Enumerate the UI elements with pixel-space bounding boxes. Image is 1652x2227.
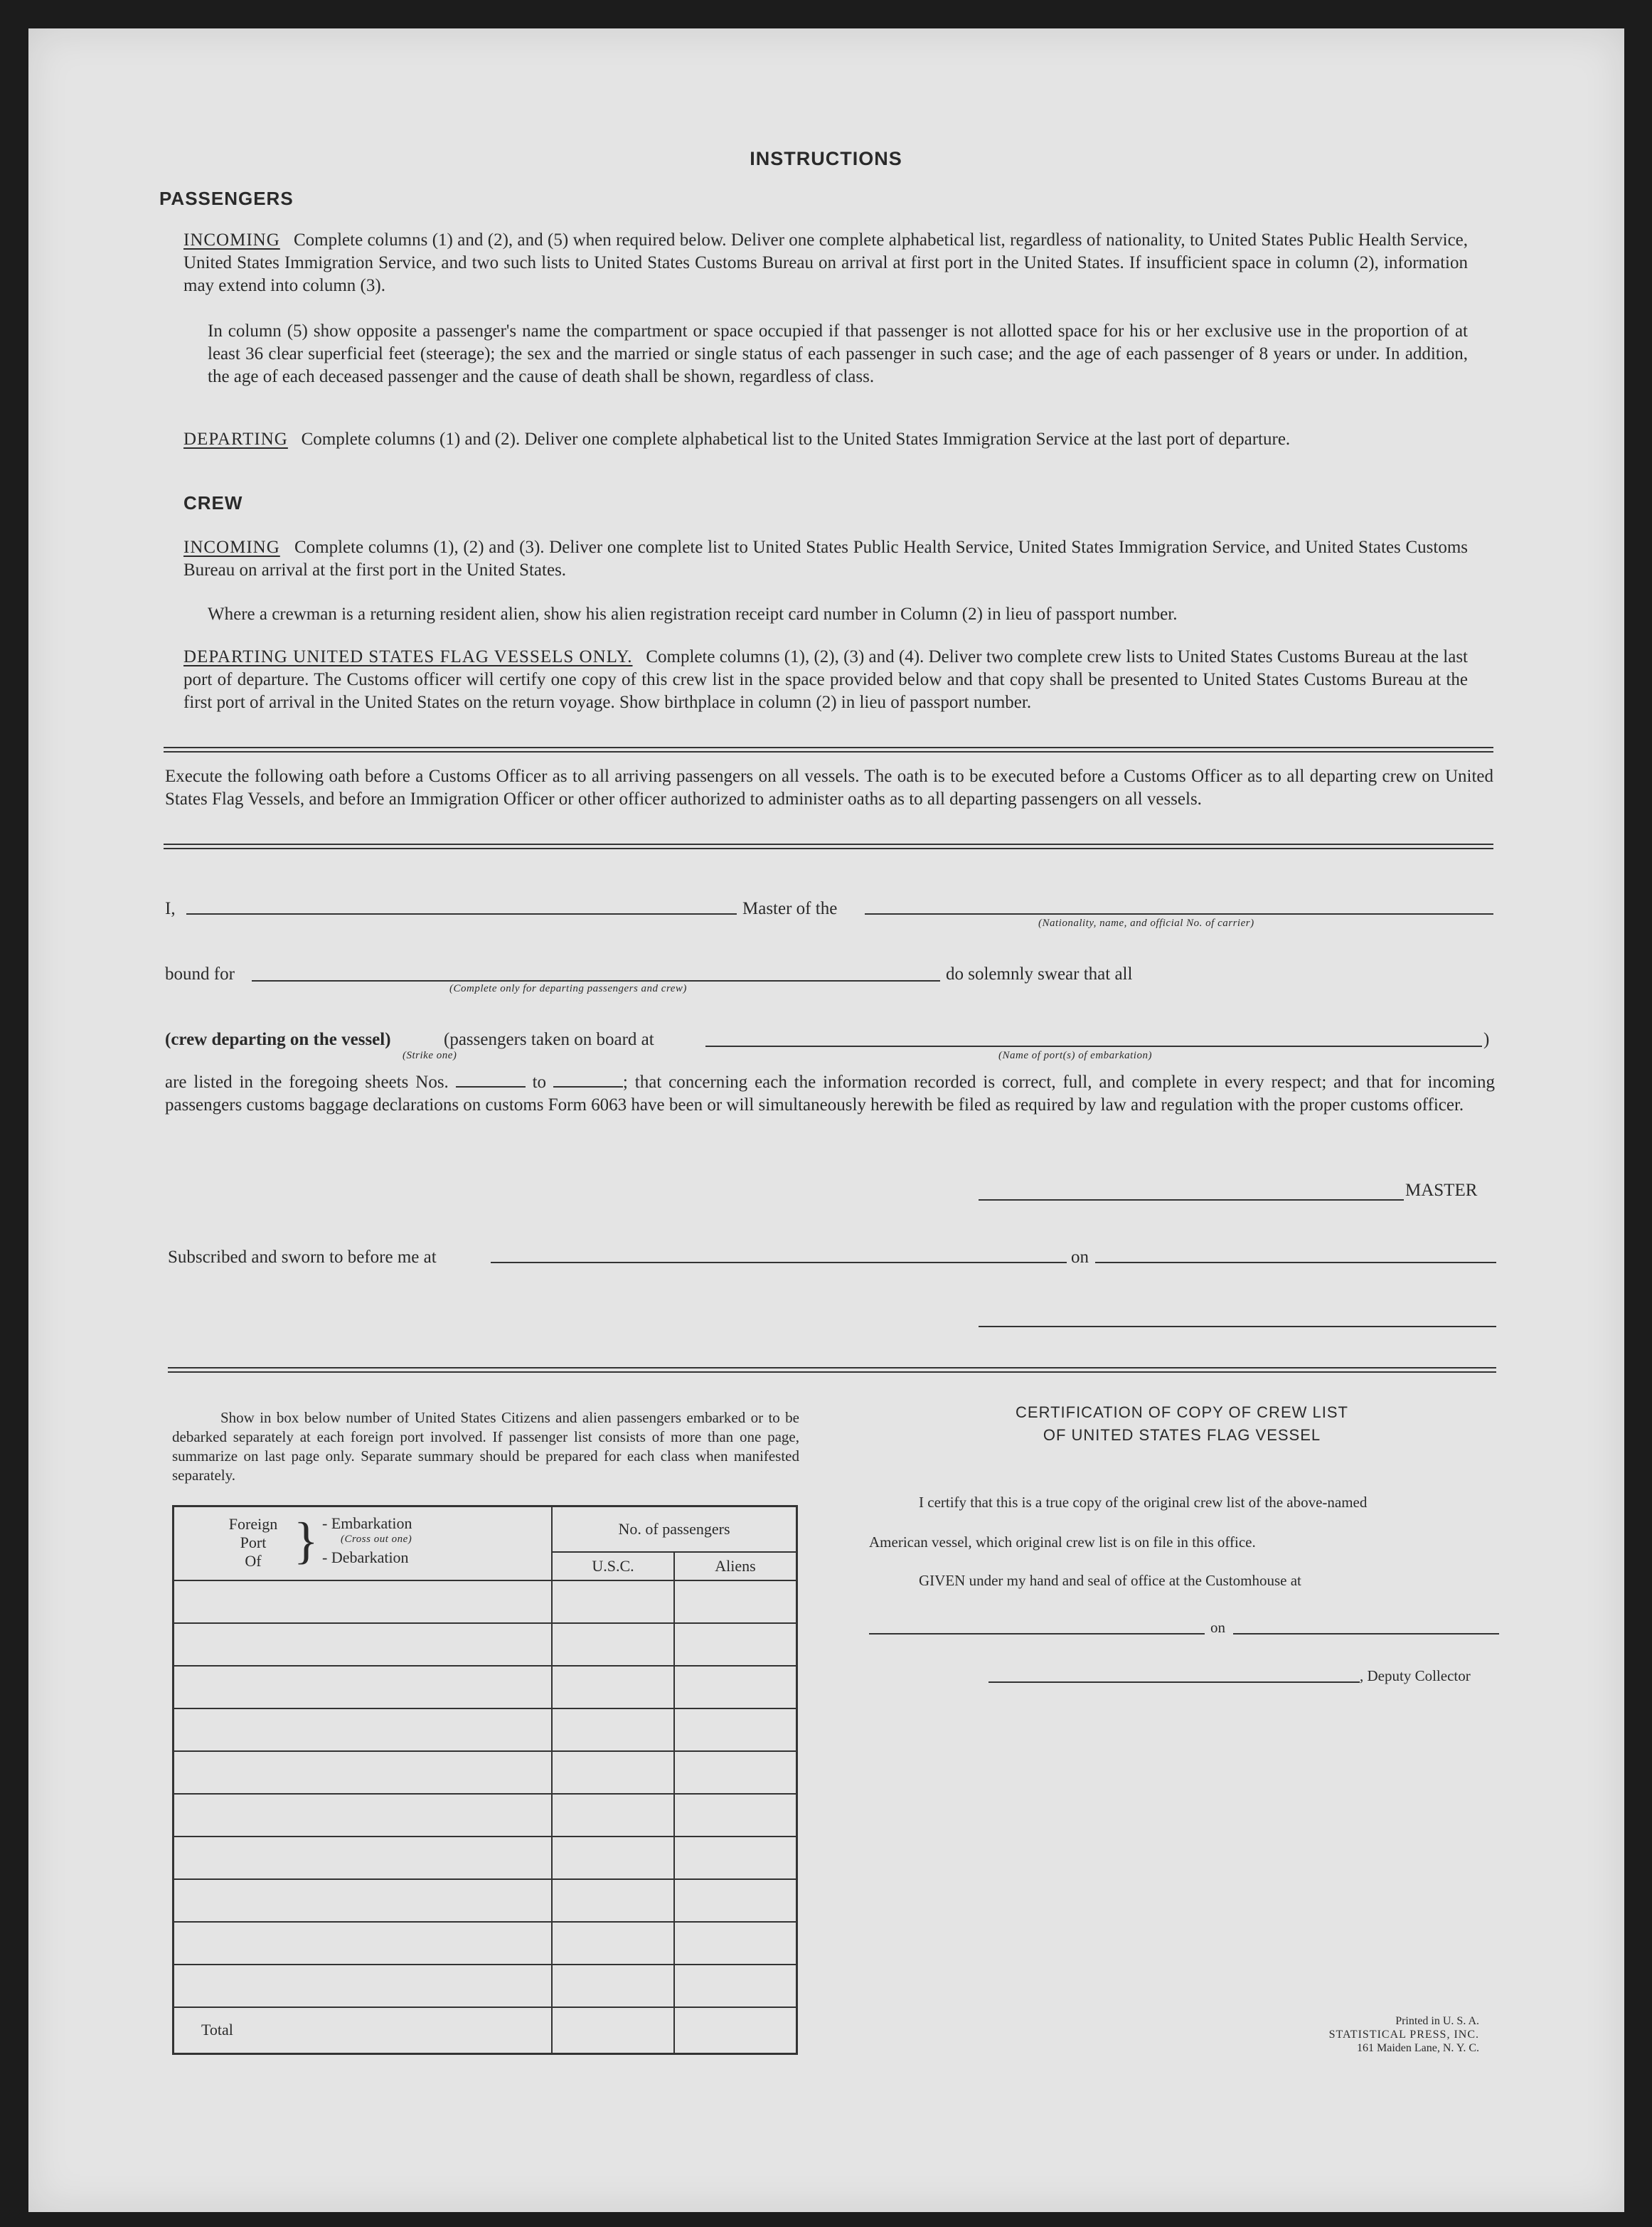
cross-out-caption: (Cross out one) <box>341 1533 412 1545</box>
passengers-departing-text: Complete columns (1) and (2). Deliver one complete alphabetical list to the United States Immigration Service at the last port of departure. <box>301 430 1291 449</box>
double-rule <box>164 747 1493 753</box>
crew-departing-label: DEPARTING UNITED STATES FLAG VESSELS ONLY. <box>183 647 633 666</box>
master-label: MASTER <box>1405 1181 1478 1200</box>
embarkation-option[interactable]: - Embarkation <box>322 1514 412 1532</box>
master-of-the-label: Master of the <box>742 899 838 918</box>
customhouse-field[interactable] <box>869 1633 1205 1635</box>
certify-line2: American vessel, which original crew list is on file in this office. <box>869 1534 1256 1551</box>
passengers-incoming-paragraph <box>183 229 1468 297</box>
bound-for-label: bound for <box>165 964 235 984</box>
table-row[interactable] <box>174 1708 797 1751</box>
table-row[interactable] <box>174 1666 797 1708</box>
crew-incoming-paragraph <box>183 536 1468 582</box>
oath-i-label: I, <box>165 899 176 918</box>
sheets-prefix: are listed in the foregoing sheets Nos. <box>165 1073 449 1092</box>
of-label: Of <box>245 1551 262 1570</box>
sheet-from-field[interactable] <box>456 1086 526 1088</box>
crew-departing-text: Complete columns (1), (2), (3) and (4). Deliver two complete crew lists to United States Customs Bureau at the last port of departure. The Customs officer will certify one copy of this crew list in the space provided below and that copy shall be presented to United States Customs Bureau at the first port of arrival in the United States on the return voyage. Show birthplace in column (2) in lieu of passport number. <box>183 647 1468 712</box>
total-usc-cell[interactable] <box>552 2007 674 2054</box>
certification-title-line1: CERTIFICATION OF COPY OF CREW LIST <box>1016 1403 1348 1421</box>
passengers-departing-label: DEPARTING <box>183 430 288 449</box>
table-row[interactable] <box>174 1837 797 1879</box>
strike-one-caption: (Strike one) <box>403 1050 457 1061</box>
crew-departing-paragraph <box>183 646 1468 714</box>
table-header-row <box>174 1506 797 1552</box>
crew-incoming-text: Complete columns (1), (2) and (3). Deliver one complete list to United States Public Health Service, United States Immigration Service, and United States Customs Bureau on arrival at the first port in the United States. <box>183 538 1469 580</box>
deputy-collector-label: , Deputy Collector <box>1360 1667 1471 1684</box>
sheets-suffix: ; that concerning each the information recorded is correct, full, and complete in every respect; and that for incoming passengers customs baggage declarations on customs Form 6063 have been or will simultaneously herewith be filed as required by law and regulation with the proper customs officer. <box>165 1073 1495 1115</box>
printer-line2: STATISTICAL PRESS, INC. <box>1328 2029 1479 2041</box>
port-label: Port <box>240 1533 267 1551</box>
total-label: Total <box>174 2007 553 2054</box>
printer-imprint <box>1266 2014 1479 2055</box>
brace-icon: } <box>294 1511 319 1569</box>
certification-title-line2: OF UNITED STATES FLAG VESSEL <box>1043 1426 1321 1444</box>
cert-date-field[interactable] <box>1233 1633 1499 1635</box>
embarkation-port-field[interactable] <box>705 1046 1482 1047</box>
sworn-date-field[interactable] <box>1095 1262 1496 1263</box>
master-signature-field[interactable] <box>979 1199 1404 1201</box>
officer-signature-field[interactable] <box>979 1326 1496 1327</box>
sheets-paragraph <box>165 1071 1495 1117</box>
subscribed-label: Subscribed and sworn to before me at <box>168 1248 437 1267</box>
printer-line1: Printed in U. S. A. <box>1395 2015 1479 2027</box>
deputy-signature-field[interactable] <box>988 1681 1360 1683</box>
table-row[interactable] <box>174 1965 797 2007</box>
bound-for-caption: (Complete only for departing passengers and crew) <box>449 983 687 994</box>
usc-header: U.S.C. <box>552 1552 674 1580</box>
carrier-field[interactable] <box>865 913 1493 915</box>
foreign-label: Foreign <box>228 1514 278 1533</box>
cert-on-label: on <box>1210 1619 1225 1636</box>
bound-for-field[interactable] <box>252 980 940 982</box>
table-row[interactable] <box>174 1580 797 1623</box>
passengers-column5-paragraph: In column (5) show opposite a passenger's name the compartment or space occupied if that passenger is not allotted space for his or her exclusive use in the proportion of at least 36 clear superficial feet (steerage); the sex and the married or single status of each passenger in such case; and the age of each passenger of 8 years or under. In addition, the age of each deceased passenger and the cause of death shall be shown, regardless of class. <box>208 321 1468 386</box>
crew-incoming-label: INCOMING <box>183 538 280 557</box>
crew-departing-option <box>165 1029 391 1051</box>
carrier-caption: (Nationality, name, and official No. of carrier) <box>1038 918 1254 929</box>
passengers-incoming-label: INCOMING <box>183 230 280 250</box>
master-name-field[interactable] <box>186 913 737 915</box>
foreign-port-header <box>174 1506 553 1580</box>
double-rule <box>164 844 1493 849</box>
table-row[interactable] <box>174 1751 797 1794</box>
printer-line3: 161 Maiden Lane, N. Y. C. <box>1357 2042 1479 2054</box>
total-row[interactable] <box>174 2007 797 2054</box>
embarkation-caption: (Name of port(s) of embarkation) <box>998 1050 1152 1061</box>
table-row[interactable] <box>174 1922 797 1965</box>
certify-line1: I certify that this is a true copy of the original crew list of the above-named <box>919 1494 1368 1511</box>
table-row[interactable] <box>174 1623 797 1666</box>
table-row[interactable] <box>174 1794 797 1837</box>
debarkation-option[interactable]: - Debarkation <box>322 1548 409 1566</box>
double-rule <box>168 1367 1496 1373</box>
sworn-on-label: on <box>1071 1248 1089 1267</box>
crew-departing-text: (crew departing on the vessel) <box>165 1030 391 1049</box>
given-line: GIVEN under my hand and seal of office at the Customhouse at <box>919 1572 1301 1589</box>
passenger-summary-table <box>172 1505 798 2055</box>
passengers-taken-text: (passengers taken on board at <box>444 1030 654 1049</box>
table-row[interactable] <box>174 1879 797 1922</box>
sheet-to-field[interactable] <box>553 1086 623 1088</box>
sheets-to-label: to <box>532 1073 547 1092</box>
passengers-departing-paragraph <box>183 428 1468 451</box>
instructions-title: INSTRUCTIONS <box>750 148 902 169</box>
passengers-incoming-text: Complete columns (1) and (2), and (5) when required below. Deliver one complete alphabetical list, regardless of nationality, to United States Public Health Service, United States Immigration Service, and two such lists to United States Customs Bureau on arrival at first port in the United States. If insufficient space in column (2), information may extend into column (3). <box>183 230 1469 295</box>
passengers-heading: PASSENGERS <box>159 188 294 209</box>
close-paren: ) <box>1483 1030 1490 1049</box>
total-aliens-cell[interactable] <box>674 2007 797 2054</box>
swear-text: do solemnly swear that all <box>946 964 1133 984</box>
sworn-place-field[interactable] <box>491 1262 1067 1263</box>
oath-intro: Execute the following oath before a Customs Officer as to all arriving passengers on all vessels. The oath is to be executed before a Customs Officer as to all departing crew on United States Flag Vessels, and before an Immigration Officer or other officer authorized to administer oaths as to all departing passengers on all vessels. <box>165 767 1493 809</box>
summary-note: Show in box below number of United States Citizens and alien passengers embarked or to be debarked separately at each foreign port involved. If passenger list consists of more than one page, summarize on last page only. Separate summary should be prepared for each class when manifested separately. <box>172 1409 799 1484</box>
aliens-header: Aliens <box>674 1552 797 1580</box>
no-of-passengers-header: No. of passengers <box>552 1506 797 1552</box>
crew-resident-paragraph: Where a crewman is a returning resident alien, show his alien registration receipt card number in Column (2) in lieu of passport number. <box>208 605 1178 624</box>
certification-title <box>868 1401 1496 1447</box>
crew-heading: CREW <box>183 492 243 514</box>
